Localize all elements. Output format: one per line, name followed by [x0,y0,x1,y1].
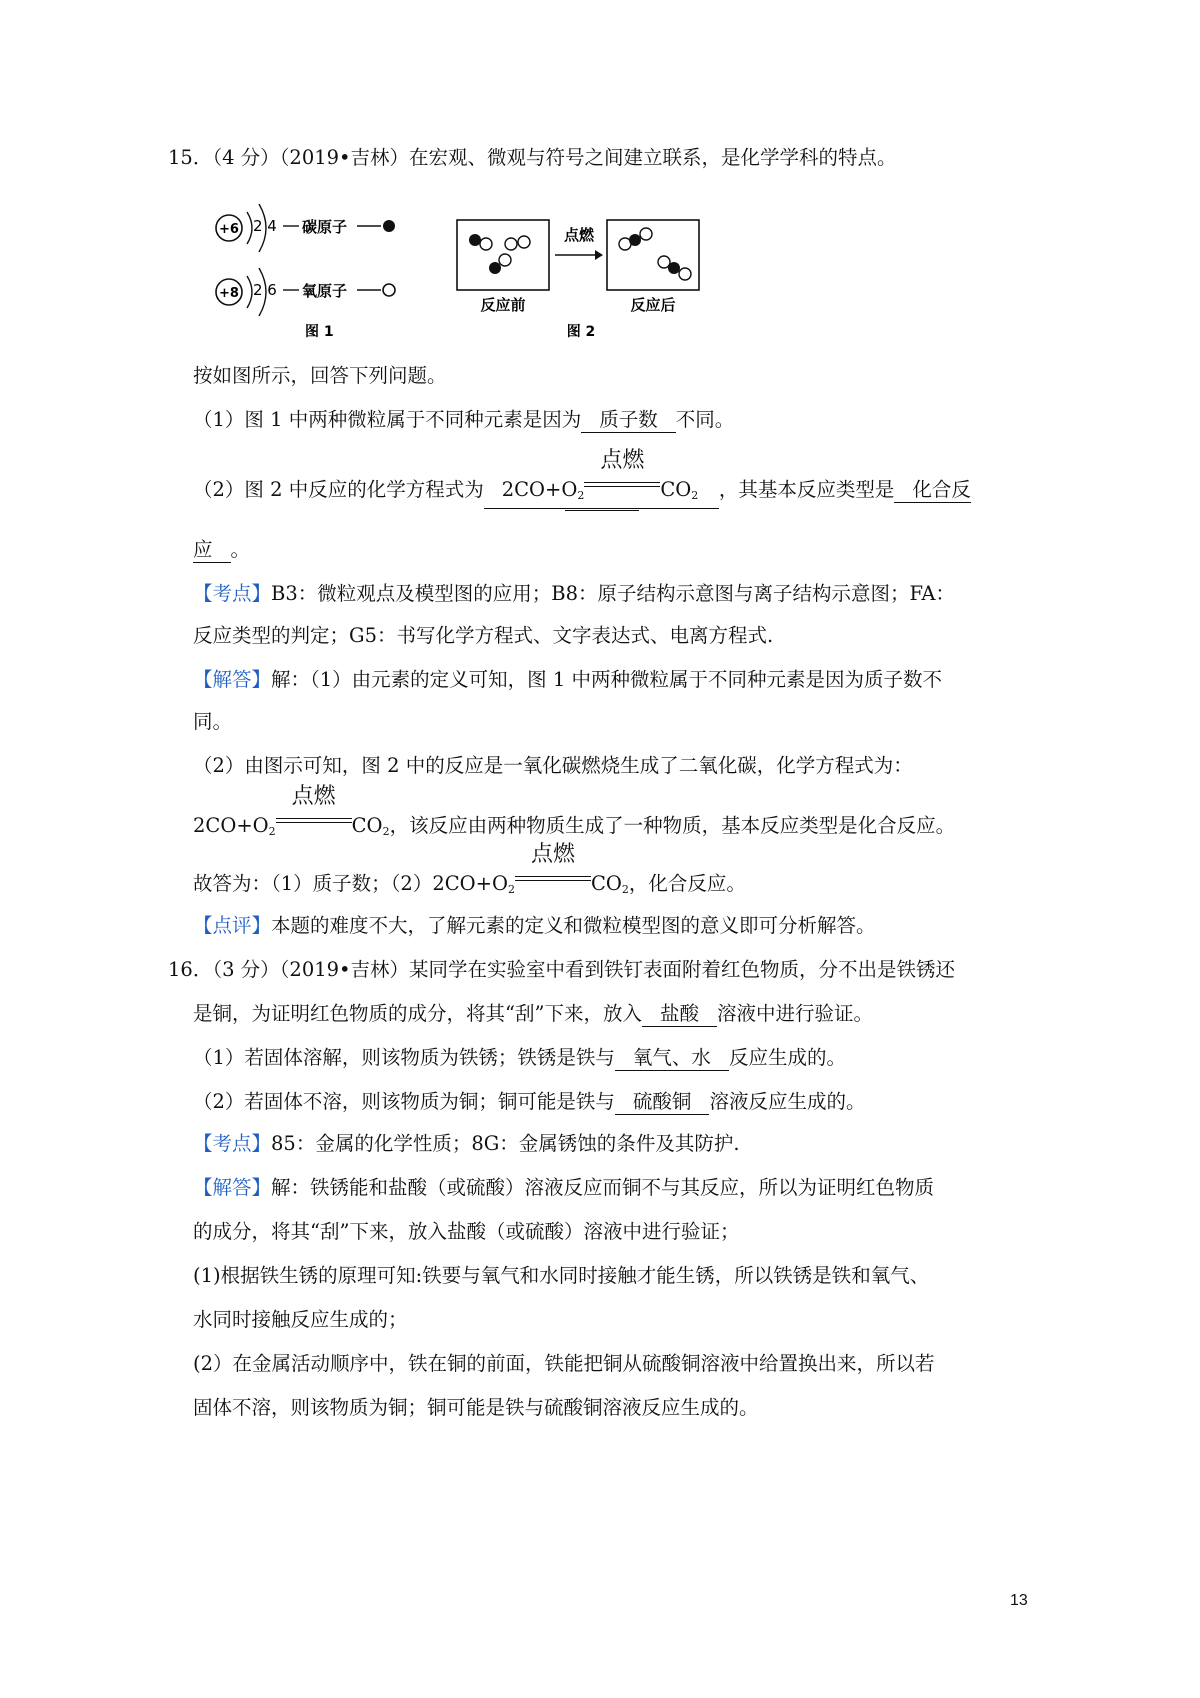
q15-kaodian-2: 反应类型的判定；G5：书写化学方程式、文字表达式、电离方程式. [193,624,774,647]
q16-jieda-3: (1)根据铁生锈的原理可知:铁要与氧气和水同时接触才能生锈，所以铁锈是铁和氧气、 [193,1264,930,1287]
q15-answer-summary: 故答为：（1）质子数；$(2)2CO+O_2$ 点燃 $CO_2$，化合反应。 [193,842,746,896]
carbon-shells: 2 4 [253,217,277,235]
equation-underline-continuation [565,510,639,511]
q16-part1: （1）若固体溶解，则该物质为铁锈；铁锈是铁与 氧气、水 反应生成的。 [193,1046,846,1069]
q15-stem: 15．（4 分）（2019•吉林）在宏观、微观与符号之间建立联系，是化学学科的特点。 [168,146,897,169]
q15-answer-equation: $2CO+O_2$ 点燃 $CO_2$ [484,468,719,509]
oxygen-shells: 2 6 [253,281,277,299]
before-label: 反应前 [480,296,526,314]
fig2-caption: 图 2 [566,324,596,340]
q16-stem-1: 16．（3 分）（2019•吉林）某同学在实验室中看到铁钉表面附着红色物质，分不出是铁锈还 [168,958,956,981]
q16-stem-2: 是铜，为证明红色物质的成分，将其“刮”下来，放入 盐酸 溶液中进行验证。 [193,1002,873,1025]
q15-jieda-1: 【解答】解：（1）由元素的定义可知，图 1 中两种微粒属于不同种元素是因为质子数不 [193,668,942,691]
q15-figures [205,200,805,350]
after-label: 反应后 [630,296,676,314]
carbon-nucleus: +6 [219,222,239,237]
q16-kaodian: 【考点】85：金属的化学性质；8G：金属锈蚀的条件及其防护. [193,1132,740,1155]
q16-answer-1: 氧气、水 [615,1046,729,1071]
q15-dianping: 【点评】本题的难度不大，了解元素的定义和微粒模型图的意义即可分析解答。 [193,914,876,937]
q15-answer-2a: 化合反 [894,478,971,503]
q15-jieda-equation: $2CO+O_2$ 点燃 $CO_2$，该反应由两种物质生成了一种物质，基本反应类型是化合反应。 [193,784,956,838]
oxygen-atom-icon [383,284,395,296]
reaction-condition: 点燃 [584,468,660,496]
q15-part2-cont: 应 。 [193,538,251,561]
q15-jieda-3: （2）由图示可知，图 2 中的反应是一氧化碳燃烧生成了二氧化碳，化学方程式为： [193,754,913,777]
q15-prompt: 按如图所示，回答下列问题。 [193,364,447,387]
q15-jieda-2: 同。 [193,710,233,733]
before-molecules [469,234,530,274]
q16-part2: （2）若固体不溶，则该物质为铜；铜可能是铁与 硫酸铜 溶液反应生成的。 [193,1090,866,1113]
q15-answer-2b: 应 [193,538,231,563]
arrow-label: 点燃 [563,226,595,244]
q15-part2: （2）图 2 中反应的化学方程式为 $2CO+O_2$ 点燃 $CO_2$ ，其基本反应类型是 化合反 [193,468,971,509]
page-number: 13 [1010,1592,1028,1609]
q16-jieda-6: 固体不溶，则该物质为铜；铜可能是铁与硫酸铜溶液反应生成的。 [193,1396,759,1419]
after-molecules [619,228,691,280]
oxygen-label: 氧原子 [302,282,348,300]
q16-answer-2: 硫酸铜 [615,1090,710,1115]
q16-jieda-2: 的成分，将其“刮”下来，放入盐酸（或硫酸）溶液中进行验证； [193,1220,740,1243]
q15-part1: （1）图 1 中两种微粒属于不同种元素是因为 质子数 不同。 [193,408,735,431]
q16-answer-acid: 盐酸 [642,1002,717,1027]
carbon-atom-icon [383,220,395,232]
q15-kaodian-1: 【考点】B3：微粒观点及模型图的应用；B8：原子结构示意图与离子结构示意图；FA： [193,582,955,605]
fig1-caption: 图 1 [305,324,334,340]
q16-jieda-1: 【解答】解：铁锈能和盐酸（或硫酸）溶液反应而铜不与其反应，所以为证明红色物质 [193,1176,935,1199]
oxygen-nucleus: +8 [219,286,239,301]
q16-jieda-4: 水同时接触反应生成的； [193,1308,408,1331]
q16-jieda-5: (2）在金属活动顺序中，铁在铜的前面，铁能把铜从硫酸铜溶液中给置换出来，所以若 [193,1352,935,1375]
carbon-label: 碳原子 [302,218,348,236]
q15-answer-1: 质子数 [581,408,676,433]
